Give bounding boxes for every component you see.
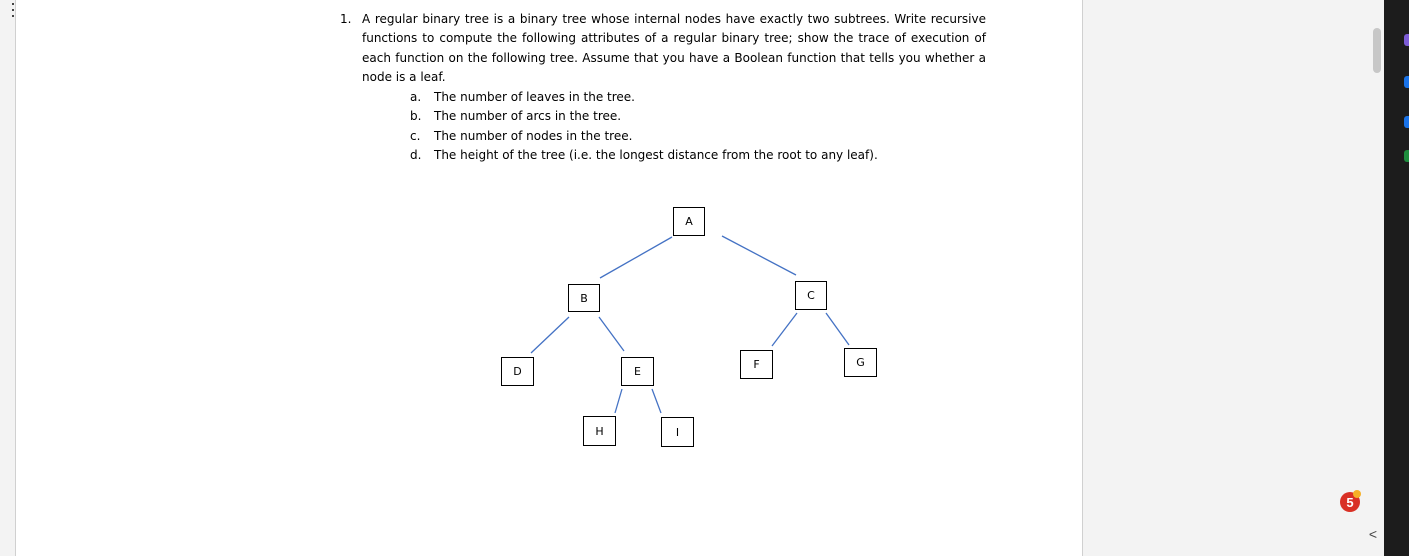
- edge-c-g: [826, 313, 849, 345]
- sub-item-text: The number of leaves in the tree.: [434, 90, 635, 104]
- sub-item-text: The number of nodes in the tree.: [434, 128, 633, 143]
- sub-item-text: The height of the tree (i.e. the longest distance from the root to any leaf).: [434, 148, 878, 163]
- edge-e-h: [615, 389, 622, 413]
- vertical-scrollbar[interactable]: [1370, 0, 1384, 556]
- tree-node-i: I: [661, 417, 694, 447]
- edge-b-d: [531, 317, 569, 353]
- sub-item-marker: a.: [410, 90, 422, 104]
- collapse-sidebar-button[interactable]: <: [1368, 526, 1378, 542]
- document-page[interactable]: [266, 0, 1083, 556]
- edge-a-c: [722, 236, 796, 275]
- edge-a-b: [600, 237, 672, 278]
- tree-node-b: B: [568, 284, 600, 312]
- tree-node-a: A: [673, 207, 705, 236]
- tree-node-d: D: [501, 357, 534, 386]
- rail-green-icon[interactable]: [1404, 150, 1409, 162]
- rail-blue-arrow-icon[interactable]: [1404, 116, 1409, 128]
- tree-diagram: [266, 0, 1082, 556]
- edge-e-i: [652, 389, 661, 413]
- tree-node-g: G: [844, 348, 877, 377]
- question-number: 1.: [340, 12, 352, 26]
- rail-blue-icon[interactable]: [1404, 76, 1409, 88]
- tree-node-c: C: [795, 281, 827, 310]
- tree-node-e: E: [621, 357, 654, 386]
- notification-badge-icon[interactable]: [1338, 489, 1362, 513]
- right-side-rail: [1384, 0, 1409, 556]
- scrollbar-thumb[interactable]: [1373, 28, 1381, 73]
- outline-pane: [15, 0, 267, 556]
- tree-node-f: F: [740, 350, 773, 379]
- sub-item-marker: d.: [410, 148, 422, 163]
- edge-c-f: [772, 313, 797, 346]
- rail-purple-icon[interactable]: [1404, 34, 1409, 46]
- sub-item-text: The number of arcs in the tree.: [434, 109, 622, 124]
- edge-b-e: [599, 317, 624, 351]
- tree-node-h: H: [583, 416, 616, 446]
- sub-item-marker: c.: [410, 128, 421, 143]
- badge-count: 5: [1346, 495, 1354, 510]
- question-text: A regular binary tree is a binary tree whose internal nodes have exactly two subtrees. Write recursive functions to compute the following attributes of a regular binary tree; show the trace of execution of each function on the following tree. Assume that you have a Boolean function that tells you whether a node is a leaf.: [362, 12, 986, 85]
- sub-item-marker: b.: [410, 109, 422, 124]
